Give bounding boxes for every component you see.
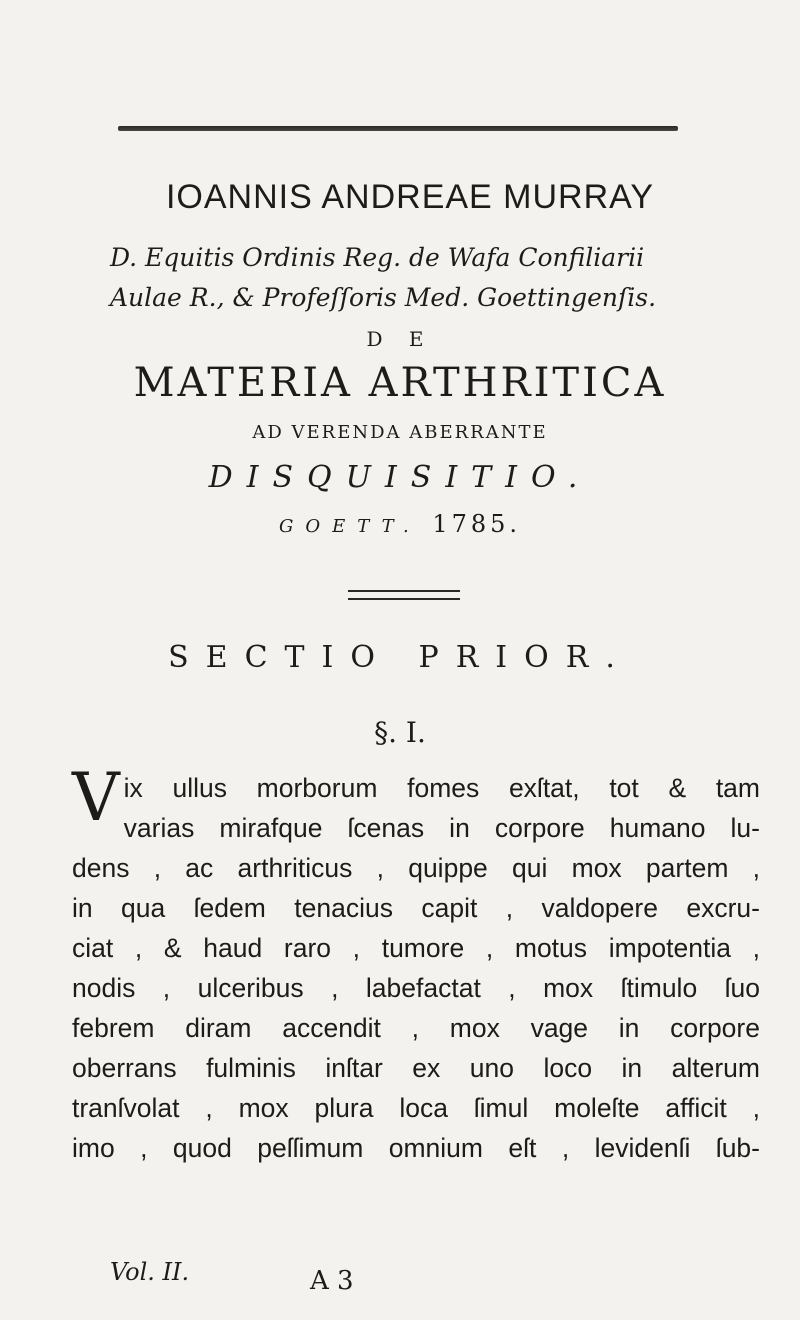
author-name: IOANNIS ANDREAE MURRAY	[165, 178, 654, 216]
imprint-year: 1785.	[432, 510, 522, 538]
body-line: imo , quod peſſimum omnium eſt , levidenſi ſub-	[72, 1133, 760, 1163]
signature-mark: A 3	[310, 1266, 354, 1296]
imprint-city: GOETT.	[278, 516, 421, 537]
page-footer	[110, 1258, 750, 1298]
body-line: in qua ſedem tenacius capit , valdopere excru-	[72, 893, 760, 923]
double-rule	[348, 590, 460, 600]
author-titles	[110, 238, 710, 318]
body-text	[72, 759, 760, 1168]
body-line: nodis , ulceribus , labefactat , mox ſtimulo ſuo	[72, 973, 760, 1003]
author-titles-line-2: Aulae R., & Profeſſoris Med. Goettingenſis.	[110, 283, 657, 312]
top-rule	[118, 126, 678, 131]
de-label: D E	[366, 327, 434, 351]
body-line: febrem diram accendit , mox vage in corpore	[72, 1013, 760, 1043]
volume-label: Vol. II.	[110, 1258, 190, 1286]
main-title: MATERIA ARTHRITICA	[133, 360, 667, 406]
body-line: varias mirafque ſcenas in corpore humano lu-	[123, 813, 760, 843]
body-line: tranſvolat , mox plura loca ſimul moleſte afficit ,	[72, 1093, 760, 1123]
body-line: dens , ac arthriticus , quippe qui mox partem ,	[72, 853, 760, 883]
disquisitio-label: DISQUISITIO.	[208, 460, 592, 495]
imprint	[140, 510, 660, 538]
section-heading: SECTIO PRIOR.	[168, 640, 632, 675]
body-line: ix ullus morborum fomes exſtat, tot & tam	[123, 773, 760, 803]
body-line: ciat , & haud raro , tumore , motus impotentia ,	[72, 933, 760, 963]
sub-title: AD VERENDA ABERRANTE	[252, 422, 548, 443]
paragraph-number: §. I.	[374, 716, 426, 749]
drop-cap: V	[72, 759, 120, 836]
body-line: oberrans fulminis inſtar ex uno loco in alterum	[72, 1053, 760, 1083]
author-titles-line-1: D. Equitis Ordinis Reg. de Wafa Confiliarii	[110, 243, 645, 272]
